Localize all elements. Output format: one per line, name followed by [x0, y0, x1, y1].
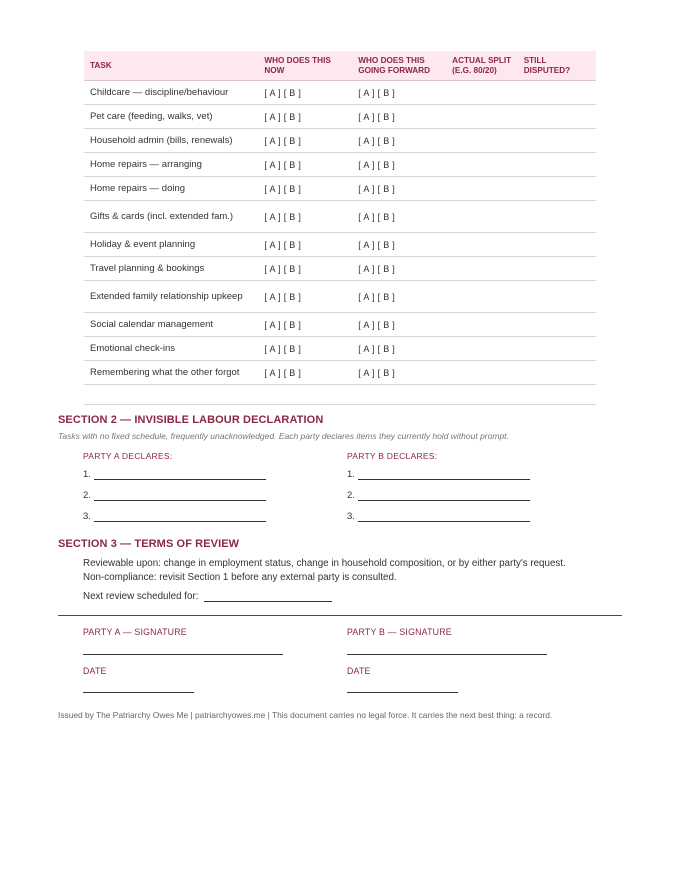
who-forward-choice[interactable]: [ A ] [ B ]: [352, 177, 446, 201]
who-now-choice[interactable]: [ A ] [ B ]: [258, 129, 352, 153]
who-forward-choice[interactable]: [ A ] [ B ]: [352, 81, 446, 105]
who-now-choice[interactable]: [ A ] [ B ]: [258, 153, 352, 177]
task-cell: Remembering what the other forgot: [84, 361, 258, 385]
section-separator: [84, 404, 596, 405]
actual-split-cell[interactable]: [446, 233, 518, 257]
who-forward-choice[interactable]: [ A ] [ B ]: [352, 129, 446, 153]
party-a-date-label: DATE: [83, 666, 107, 676]
line-number: 1.: [347, 469, 355, 480]
header-actual-split: ACTUAL SPLIT (E.G. 80/20): [446, 51, 518, 81]
actual-split-cell[interactable]: [446, 81, 518, 105]
non-compliance-text: Non-compliance: revisit Section 1 before any external party is consulted.: [83, 572, 397, 583]
next-review-label: Next review scheduled for:: [83, 591, 199, 602]
table-row: [84, 337, 596, 361]
who-now-choice[interactable]: [ A ] [ B ]: [258, 361, 352, 385]
who-forward-choice[interactable]: [ A ] [ B ]: [352, 105, 446, 129]
task-table-body: [84, 81, 596, 385]
task-cell: Home repairs — doing: [84, 177, 258, 201]
table-row: [84, 281, 596, 313]
table-row: [84, 129, 596, 153]
table-row: [84, 201, 596, 233]
who-now-choice[interactable]: [ A ] [ B ]: [258, 201, 352, 233]
party-a-declaration-2[interactable]: [83, 490, 266, 501]
actual-split-cell[interactable]: [446, 361, 518, 385]
write-line[interactable]: [94, 491, 266, 501]
party-b-declaration-2[interactable]: [347, 490, 530, 501]
table-row: [84, 153, 596, 177]
line-number: 2.: [83, 490, 91, 501]
party-b-signature-line[interactable]: [347, 654, 547, 655]
section-2-title: SECTION 2 — INVISIBLE LABOUR DECLARATION: [58, 414, 324, 426]
task-cell: Childcare — discipline/behaviour: [84, 81, 258, 105]
line-number: 3.: [83, 511, 91, 522]
next-review-write-line[interactable]: [204, 591, 332, 602]
who-now-choice[interactable]: [ A ] [ B ]: [258, 337, 352, 361]
party-a-declaration-1[interactable]: [83, 469, 266, 480]
who-forward-choice[interactable]: [ A ] [ B ]: [352, 233, 446, 257]
still-disputed-cell[interactable]: [518, 361, 596, 385]
header-still-disputed: STILL DISPUTED?: [518, 51, 596, 81]
party-a-signature-label: PARTY A — SIGNATURE: [83, 627, 187, 637]
actual-split-cell[interactable]: [446, 129, 518, 153]
section-3-title: SECTION 3 — TERMS OF REVIEW: [58, 538, 240, 550]
actual-split-cell[interactable]: [446, 153, 518, 177]
table-row: [84, 361, 596, 385]
task-cell: Home repairs — arranging: [84, 153, 258, 177]
header-task: TASK: [84, 51, 258, 81]
party-b-date-label: DATE: [347, 666, 371, 676]
still-disputed-cell[interactable]: [518, 177, 596, 201]
footer-note: Issued by The Patriarchy Owes Me | patriarchyowes.me | This document carries no legal force. It carries the next best thing: a record.: [58, 710, 553, 720]
who-now-choice[interactable]: [ A ] [ B ]: [258, 177, 352, 201]
task-cell: Emotional check-ins: [84, 337, 258, 361]
who-forward-choice[interactable]: [ A ] [ B ]: [352, 281, 446, 313]
header-who-now: WHO DOES THIS NOW: [258, 51, 352, 81]
who-now-choice[interactable]: [ A ] [ B ]: [258, 105, 352, 129]
still-disputed-cell[interactable]: [518, 105, 596, 129]
actual-split-cell[interactable]: [446, 177, 518, 201]
table-row: [84, 313, 596, 337]
who-now-choice[interactable]: [ A ] [ B ]: [258, 233, 352, 257]
table-row: [84, 257, 596, 281]
write-line[interactable]: [358, 512, 530, 522]
still-disputed-cell[interactable]: [518, 129, 596, 153]
still-disputed-cell[interactable]: [518, 201, 596, 233]
table-row: [84, 81, 596, 105]
task-table: [84, 51, 596, 385]
party-b-date-line[interactable]: [347, 692, 458, 693]
who-now-choice[interactable]: [ A ] [ B ]: [258, 257, 352, 281]
table-row: [84, 177, 596, 201]
write-line[interactable]: [358, 470, 530, 480]
signature-divider: [58, 615, 622, 616]
party-b-signature-label: PARTY B — SIGNATURE: [347, 627, 452, 637]
party-a-signature-line[interactable]: [83, 654, 283, 655]
write-line[interactable]: [94, 470, 266, 480]
who-forward-choice[interactable]: [ A ] [ B ]: [352, 201, 446, 233]
who-now-choice[interactable]: [ A ] [ B ]: [258, 81, 352, 105]
still-disputed-cell[interactable]: [518, 281, 596, 313]
who-now-choice[interactable]: [ A ] [ B ]: [258, 281, 352, 313]
party-a-declares-label: PARTY A DECLARES:: [83, 451, 173, 461]
who-forward-choice[interactable]: [ A ] [ B ]: [352, 153, 446, 177]
table-row: [84, 233, 596, 257]
line-number: 3.: [347, 511, 355, 522]
table-header-row: [84, 51, 596, 81]
still-disputed-cell[interactable]: [518, 337, 596, 361]
header-who-forward: WHO DOES THIS GOING FORWARD: [352, 51, 446, 81]
party-b-declares-label: PARTY B DECLARES:: [347, 451, 438, 461]
review-conditions-text: Reviewable upon: change in employment status, change in household composition, or by either party's request.: [83, 558, 566, 569]
actual-split-cell[interactable]: [446, 201, 518, 233]
party-b-declaration-1[interactable]: [347, 469, 530, 480]
still-disputed-cell[interactable]: [518, 81, 596, 105]
still-disputed-cell[interactable]: [518, 313, 596, 337]
section-2-subtitle: Tasks with no fixed schedule, frequently unacknowledged. Each party declares items they currently hold without prompt.: [58, 431, 509, 441]
task-cell: Extended family relationship upkeep: [84, 281, 258, 313]
task-cell: Travel planning & bookings: [84, 257, 258, 281]
line-number: 1.: [83, 469, 91, 480]
task-cell: Social calendar management: [84, 313, 258, 337]
party-a-declaration-3[interactable]: [83, 511, 266, 522]
still-disputed-cell[interactable]: [518, 257, 596, 281]
actual-split-cell[interactable]: [446, 313, 518, 337]
actual-split-cell[interactable]: [446, 105, 518, 129]
actual-split-cell[interactable]: [446, 337, 518, 361]
actual-split-cell[interactable]: [446, 257, 518, 281]
write-line[interactable]: [94, 512, 266, 522]
party-a-date-line[interactable]: [83, 692, 194, 693]
next-review-field[interactable]: [83, 591, 332, 602]
still-disputed-cell[interactable]: [518, 153, 596, 177]
actual-split-cell[interactable]: [446, 281, 518, 313]
who-now-choice[interactable]: [ A ] [ B ]: [258, 313, 352, 337]
task-cell: Pet care (feeding, walks, vet): [84, 105, 258, 129]
line-number: 2.: [347, 490, 355, 501]
party-b-declaration-3[interactable]: [347, 511, 530, 522]
task-cell: Gifts & cards (incl. extended fam.): [84, 201, 258, 233]
who-forward-choice[interactable]: [ A ] [ B ]: [352, 257, 446, 281]
who-forward-choice[interactable]: [ A ] [ B ]: [352, 361, 446, 385]
task-cell: Holiday & event planning: [84, 233, 258, 257]
write-line[interactable]: [358, 491, 530, 501]
who-forward-choice[interactable]: [ A ] [ B ]: [352, 337, 446, 361]
task-cell: Household admin (bills, renewals): [84, 129, 258, 153]
table-row: [84, 105, 596, 129]
still-disputed-cell[interactable]: [518, 233, 596, 257]
who-forward-choice[interactable]: [ A ] [ B ]: [352, 313, 446, 337]
